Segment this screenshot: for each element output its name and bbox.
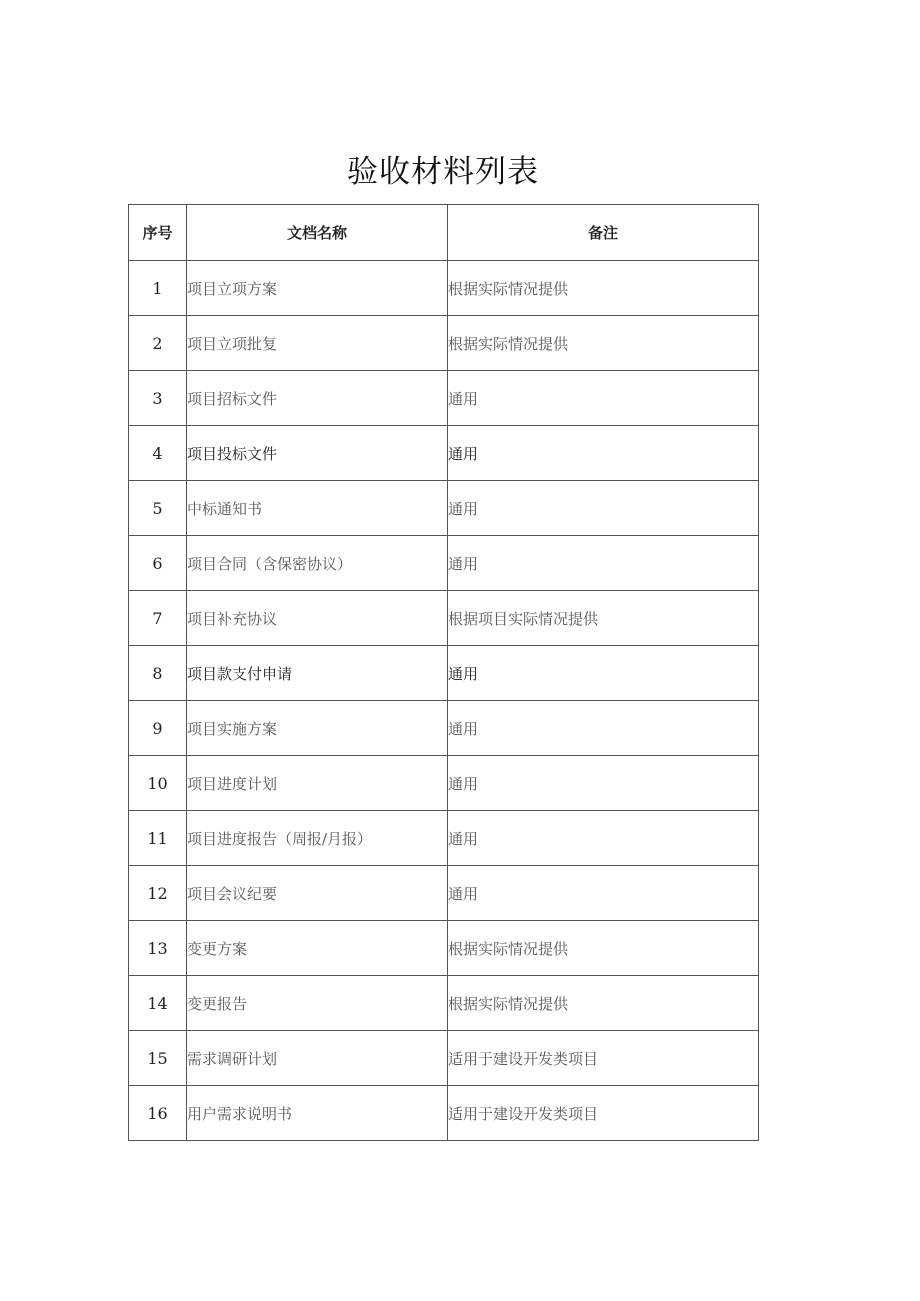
header-note: 备注 [448,205,759,261]
row-doc-name: 变更方案 [187,921,448,976]
row-index: 2 [129,316,187,371]
row-doc-name: 项目实施方案 [187,701,448,756]
row-doc-name: 项目合同（含保密协议） [187,536,448,591]
row-note: 根据实际情况提供 [448,261,759,316]
row-index: 5 [129,481,187,536]
row-doc-name: 变更报告 [187,976,448,1031]
row-doc-name: 用户需求说明书 [187,1086,448,1141]
row-index: 12 [129,866,187,921]
row-note: 通用 [448,371,759,426]
row-index: 8 [129,646,187,701]
row-note: 适用于建设开发类项目 [448,1031,759,1086]
row-doc-name: 项目进度报告（周报/月报） [187,811,448,866]
row-note: 根据实际情况提供 [448,316,759,371]
row-doc-name: 项目进度计划 [187,756,448,811]
table-row [129,976,759,1031]
table-row [129,1086,759,1141]
row-note: 通用 [448,701,759,756]
table-row [129,316,759,371]
row-note: 通用 [448,811,759,866]
header-index: 序号 [129,205,187,261]
row-note: 通用 [448,536,759,591]
row-index: 9 [129,701,187,756]
header-name: 文档名称 [187,205,448,261]
row-index: 7 [129,591,187,646]
table-row [129,536,759,591]
row-note: 根据项目实际情况提供 [448,591,759,646]
row-index: 11 [129,811,187,866]
table-row [129,811,759,866]
row-note: 通用 [448,426,759,481]
table-row [129,756,759,811]
row-index: 15 [129,1031,187,1086]
row-note: 根据实际情况提供 [448,921,759,976]
row-note: 适用于建设开发类项目 [448,1086,759,1141]
row-note: 通用 [448,756,759,811]
row-doc-name: 项目会议纪要 [187,866,448,921]
table-row [129,646,759,701]
row-index: 14 [129,976,187,1031]
table-row [129,921,759,976]
page-title: 验收材料列表 [347,154,539,190]
table-row [129,371,759,426]
row-index: 3 [129,371,187,426]
row-note: 通用 [448,481,759,536]
row-index: 1 [129,261,187,316]
row-doc-name: 项目投标文件 [187,426,448,481]
table-row [129,591,759,646]
row-doc-name: 项目立项批复 [187,316,448,371]
row-index: 6 [129,536,187,591]
row-doc-name: 项目款支付申请 [187,646,448,701]
row-index: 4 [129,426,187,481]
row-doc-name: 项目招标文件 [187,371,448,426]
row-index: 13 [129,921,187,976]
table-row [129,426,759,481]
table-row [129,866,759,921]
row-index: 10 [129,756,187,811]
row-doc-name: 项目立项方案 [187,261,448,316]
row-doc-name: 中标通知书 [187,481,448,536]
row-note: 通用 [448,866,759,921]
table-row [129,481,759,536]
table-header-row [129,205,759,261]
table-row [129,701,759,756]
row-note: 通用 [448,646,759,701]
row-index: 16 [129,1086,187,1141]
row-note: 根据实际情况提供 [448,976,759,1031]
row-doc-name: 需求调研计划 [187,1031,448,1086]
materials-table [128,204,759,1141]
row-doc-name: 项目补充协议 [187,591,448,646]
table-row [129,1031,759,1086]
table-row [129,261,759,316]
